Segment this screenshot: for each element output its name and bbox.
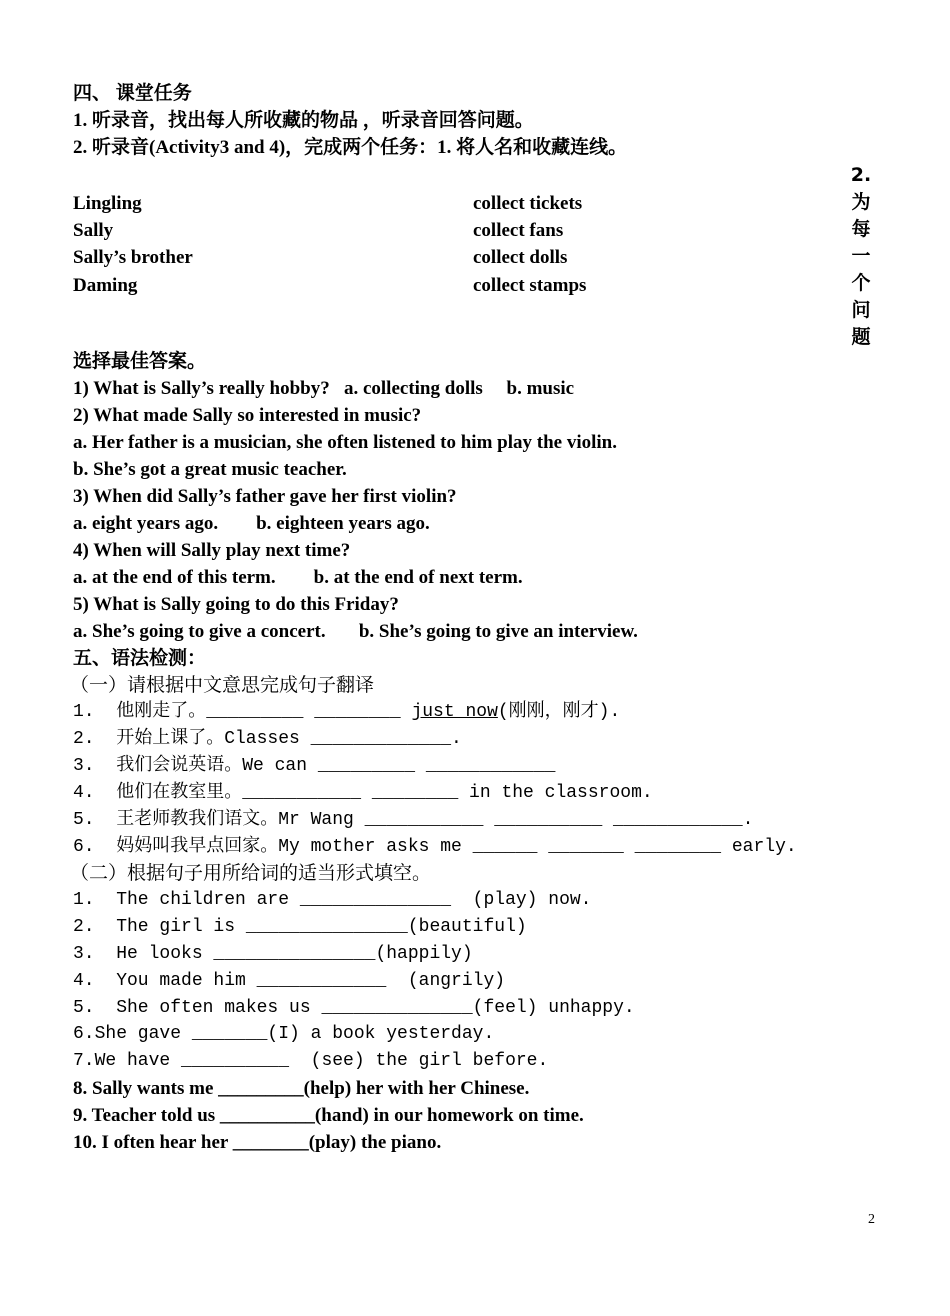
mc-line: 3) When did Sally’s father gave her first violin? [73,486,457,507]
fill-item: 4. You made him ____________ (angrily) [73,971,506,991]
fill-item: 5. She often makes us ______________(feel) unhappy. [73,998,635,1018]
underlined-phrase: just now [411,702,498,722]
page-number: 2 [868,1212,875,1227]
side-note-char: 每 [851,218,871,240]
translation-item: 4. 他们在教室里。___________ ________ in the classroom. [73,783,653,803]
translation-item: 1. 他刚走了。_________ ________ just now(刚刚，刚才). [73,702,621,722]
mc-line: a. at the end of this term. b. at the end of next term. [73,567,523,588]
fill-item: 10. I often hear her ________(play) the piano. [73,1132,442,1153]
match-item: collect tickets [473,193,583,214]
side-note-char: 2. [850,164,872,186]
part2-title: （二）根据句子用所给词的适当形式填空。 [70,862,432,884]
translation-item: 5. 王老师教我们语文。Mr Wang ___________ __________ ____________. [73,810,754,830]
section5-title: 五、语法检测： [73,648,207,669]
translation-item: 6. 妈妈叫我早点回家。My mother asks me ______ _______ ________ early. [73,837,797,857]
side-note-char: 为 [851,191,871,213]
match-name: Sally’s brother [73,247,193,268]
match-name: Daming [73,275,138,296]
mc-line: b. She’s got a great music teacher. [73,459,347,480]
part1-title: （一）请根据中文意思完成句子翻译 [70,674,375,696]
mc-line: 5) What is Sally going to do this Friday? [73,594,399,615]
mc-line: a. Her father is a musician, she often listened to him play the violin. [73,432,617,453]
match-name: Sally [73,220,114,241]
mc-line: a. She’s going to give a concert. b. She’s going to give an interview. [73,621,638,642]
match-item: collect stamps [473,275,587,296]
fill-item: 9. Teacher told us __________(hand) in our homework on time. [73,1105,584,1126]
fill-item: 3. He looks _______________(happily) [73,944,473,964]
mc-heading: 选择最佳答案。 [73,351,207,372]
task1-instruction: 1. 听录音，找出每人所收藏的物品 ，听录音回答问题。 [73,110,534,131]
side-note-char: 一 [851,245,871,267]
match-item: collect dolls [473,247,568,268]
task2-instruction: 2. 听录音(Activity3 and 4)，完成两个任务：1. 将人名和收藏连线。 [73,137,628,158]
side-note-char: 问 [851,299,871,321]
translation-item: 3. 我们会说英语。We can _________ ____________ [73,756,556,776]
side-note [849,162,873,351]
match-name: Lingling [73,193,142,214]
side-note-char: 题 [851,326,871,348]
side-note-char: 个 [851,272,871,294]
fill-item: 2. The girl is _______________(beautiful) [73,917,527,937]
fill-item: 7.We have __________ (see) the girl before. [73,1051,549,1071]
fill-item: 1. The children are ______________ (play) now. [73,890,592,910]
match-item: collect fans [473,220,564,241]
mc-line: a. eight years ago. b. eighteen years ago. [73,513,430,534]
mc-line: 2) What made Sally so interested in music? [73,405,422,426]
mc-line: 4) When will Sally play next time? [73,540,351,561]
fill-item: 6.She gave _______(I) a book yesterday. [73,1024,495,1044]
mc-line: 1) What is Sally’s really hobby? a. collecting dolls b. music [73,378,575,399]
translation-item: 2. 开始上课了。Classes _____________. [73,729,462,749]
fill-item: 8. Sally wants me _________(help) her with her Chinese. [73,1078,530,1099]
section4-title: 四、 课堂任务 [73,83,192,104]
